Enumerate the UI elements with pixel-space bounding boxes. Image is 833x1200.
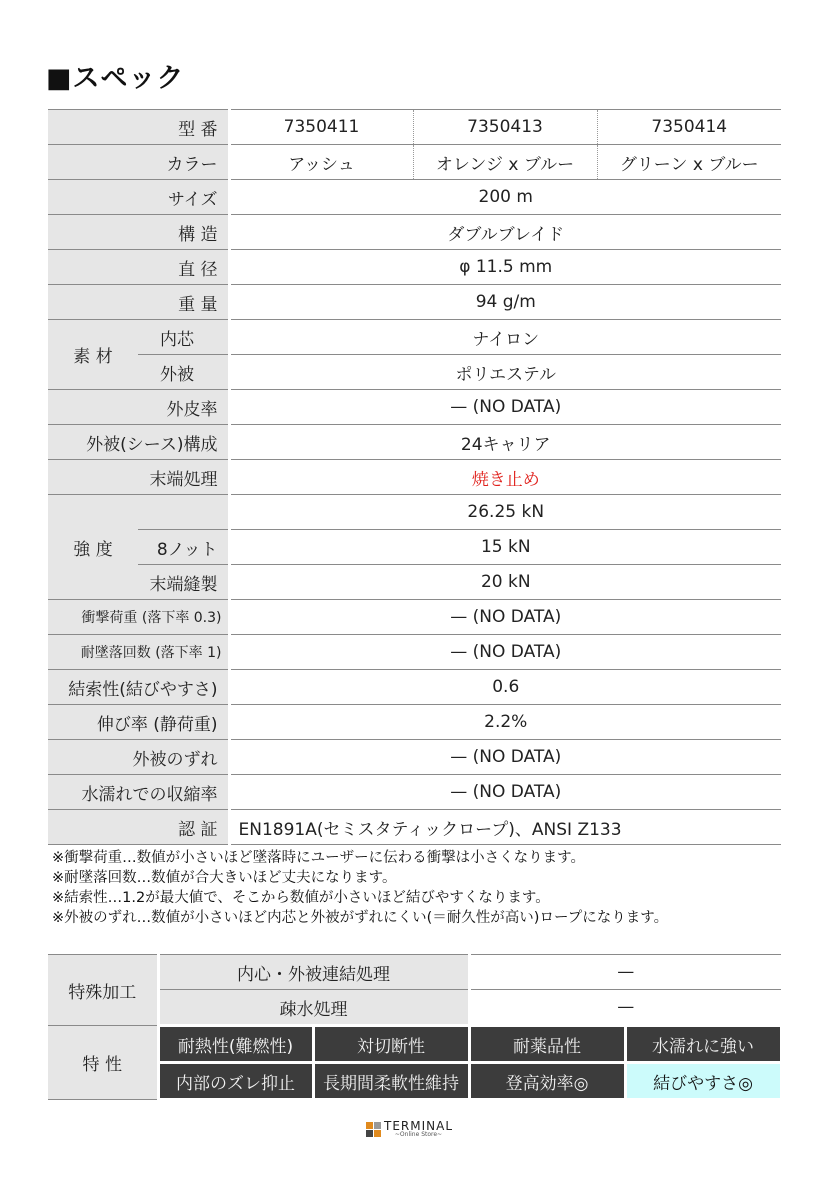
footer-logo — [366, 1120, 453, 1138]
model-label: 型 番 — [48, 110, 229, 145]
color-value: オレンジ x ブルー — [413, 145, 597, 180]
note-line: ※外被のずれ…数値が小さいほど内芯と外被がずれにくい(＝耐久性が高い)ロープになります。 — [52, 910, 669, 926]
notes — [52, 848, 668, 928]
feature-row-water — [48, 990, 781, 1026]
spec-row-diameter — [48, 250, 781, 285]
sheath-ratio-label: 外皮率 — [48, 390, 229, 425]
trait-tag: 内部のズレ抑止 — [158, 1063, 313, 1100]
cert-label: 認 証 — [48, 810, 229, 845]
knotability-label: 結索性(結びやすさ) — [48, 670, 229, 705]
spec-row-structure — [48, 215, 781, 250]
terminal-logo-icon — [366, 1122, 381, 1137]
sheath-ratio-value: — (NO DATA) — [229, 390, 781, 425]
color-label: カラー — [48, 145, 229, 180]
features-table — [48, 954, 783, 1101]
falls-label: 耐墜落回数 (落下率 1) — [48, 635, 229, 670]
spec-row-core — [48, 320, 781, 355]
spec-row-shrink — [48, 775, 781, 810]
trait-tag: 対切断性 — [313, 1026, 469, 1063]
shrink-label: 水濡れでの収縮率 — [48, 775, 229, 810]
special-label: 特殊加工 — [48, 955, 158, 1026]
spec-row-model — [48, 110, 781, 145]
link-value: — — [469, 955, 781, 990]
color-value: アッシュ — [229, 145, 413, 180]
spec-row-slippage — [48, 740, 781, 775]
strength-sub-empty — [138, 495, 229, 530]
water-value: — — [469, 990, 781, 1026]
feature-row-link — [48, 955, 781, 990]
sheath-construction-label: 外被(シース)構成 — [48, 425, 229, 460]
slippage-label: 外被のずれ — [48, 740, 229, 775]
spec-table — [48, 109, 781, 845]
end-label: 末端処理 — [48, 460, 229, 495]
cert-value: EN1891A(セミスタティックロープ)、ANSI Z133 — [229, 810, 781, 845]
spec-row-knot — [48, 530, 781, 565]
note-line: ※耐墜落回数…数値が合大きいほど丈夫になります。 — [52, 870, 397, 886]
note-line: ※結索性…1.2が最大値で、そこから数値が小さいほど結びやすくなります。 — [52, 890, 550, 906]
sheath-construction-value: 24キャリア — [229, 425, 781, 460]
footer-brand: TERMINAL — [384, 1119, 454, 1133]
spec-row-falls — [48, 635, 781, 670]
knot-value: 15 kN — [229, 530, 781, 565]
sewn-label: 末端縫製 — [138, 565, 229, 600]
trait-tag: 耐薬品性 — [469, 1026, 625, 1063]
weight-label: 重 量 — [48, 285, 229, 320]
falls-value: — (NO DATA) — [229, 635, 781, 670]
size-label: サイズ — [48, 180, 229, 215]
impact-label: 衝撃荷重 (落下率 0.3) — [48, 600, 229, 635]
spec-row-sheath — [48, 355, 781, 390]
trait-tag-highlight: 結びやすさ◎ — [625, 1063, 781, 1100]
model-value: 7350413 — [413, 110, 597, 145]
diameter-value: φ 11.5 mm — [229, 250, 781, 285]
model-value: 7350411 — [229, 110, 413, 145]
spec-row-weight — [48, 285, 781, 320]
size-value: 200 m — [229, 180, 781, 215]
feature-row-traits-1 — [48, 1026, 781, 1063]
trait-tag: 登高効率◎ — [469, 1063, 625, 1100]
sheath-value: ポリエステル — [229, 355, 781, 390]
spec-row-knotability — [48, 670, 781, 705]
material-label: 素 材 — [48, 320, 138, 390]
strength-value: 26.25 kN — [229, 495, 781, 530]
spec-row-strength — [48, 495, 781, 530]
impact-value: — (NO DATA) — [229, 600, 781, 635]
shrink-value: — (NO DATA) — [229, 775, 781, 810]
model-value: 7350414 — [597, 110, 781, 145]
core-value: ナイロン — [229, 320, 781, 355]
knotability-value: 0.6 — [229, 670, 781, 705]
spec-row-cert — [48, 810, 781, 845]
slippage-value: — (NO DATA) — [229, 740, 781, 775]
page-title: ■スペック — [46, 63, 185, 94]
sewn-value: 20 kN — [229, 565, 781, 600]
trait-tag: 長期間柔軟性維持 — [313, 1063, 469, 1100]
footer-sub: ~Online Store~ — [394, 1131, 443, 1138]
elongation-label: 伸び率 (静荷重) — [48, 705, 229, 740]
feature-row-traits-2 — [48, 1063, 781, 1100]
spec-row-impact — [48, 600, 781, 635]
spec-row-sheath-construction — [48, 425, 781, 460]
structure-label: 構 造 — [48, 215, 229, 250]
elongation-value: 2.2% — [229, 705, 781, 740]
spec-row-sheath-ratio — [48, 390, 781, 425]
strength-label: 強 度 — [48, 495, 138, 600]
water-label: 疎水処理 — [158, 990, 469, 1026]
note-line: ※衝撃荷重…数値が小さいほど墜落時にユーザーに伝わる衝撃は小さくなります。 — [52, 850, 585, 866]
knot-label: 8ノット — [138, 530, 229, 565]
spec-row-sewn — [48, 565, 781, 600]
end-value: 焼き止め — [229, 460, 781, 495]
sheath-label: 外被 — [138, 355, 229, 390]
link-label: 内心・外被連結処理 — [158, 955, 469, 990]
spec-row-size — [48, 180, 781, 215]
trait-tag: 耐熱性(難燃性) — [158, 1026, 313, 1063]
weight-value: 94 g/m — [229, 285, 781, 320]
spec-row-color — [48, 145, 781, 180]
trait-tag: 水濡れに強い — [625, 1026, 781, 1063]
traits-label: 特 性 — [48, 1026, 158, 1100]
spec-row-elongation — [48, 705, 781, 740]
structure-value: ダブルブレイド — [229, 215, 781, 250]
diameter-label: 直 径 — [48, 250, 229, 285]
core-label: 内芯 — [138, 320, 229, 355]
color-value: グリーン x ブルー — [597, 145, 781, 180]
spec-row-end — [48, 460, 781, 495]
